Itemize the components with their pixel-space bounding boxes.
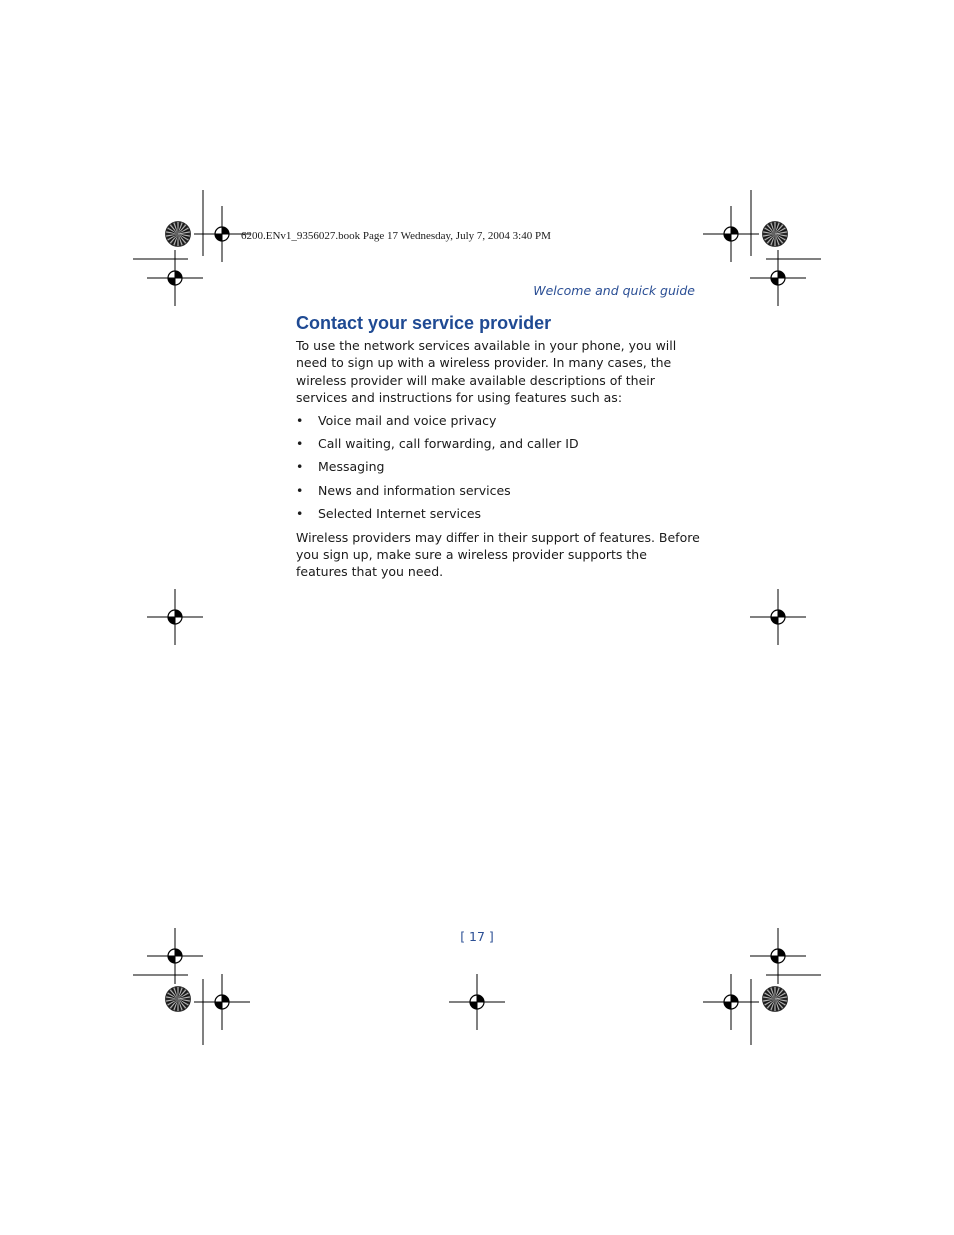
starburst-icon	[166, 222, 191, 247]
page-number: [ 17 ]	[460, 929, 494, 944]
running-head: Welcome and quick guide	[533, 283, 695, 298]
closing-paragraph: Wireless providers may differ in their support of features. Before you sign up, make sure a wireless provider supports the features that you need.	[296, 529, 700, 580]
bullet-icon: •	[296, 482, 304, 498]
starburst-icon	[166, 987, 191, 1012]
registration-target-icon	[194, 974, 250, 1030]
list-item	[296, 412, 701, 429]
print-slug: 6200.ENv1_9356027.book Page 17 Wednesday, July 7, 2004 3:40 PM	[241, 230, 551, 242]
list-item	[296, 435, 701, 452]
registration-target-icon	[147, 250, 203, 306]
list-item-text: Call waiting, call forwarding, and caller ID	[318, 436, 579, 452]
registration-target-icon	[449, 974, 505, 1030]
list-item	[296, 505, 701, 522]
list-item-text: Selected Internet services	[318, 506, 482, 522]
section-title: Contact your service provider	[296, 313, 552, 333]
intro-paragraph: To use the network services available in your phone, you will need to sign up with a wireless provider. In many cases, the wireless provider will make available descriptions of their services and instructions for using features such as:	[296, 338, 677, 406]
bullet-icon: •	[296, 459, 304, 475]
list-item-text: Voice mail and voice privacy	[318, 412, 497, 428]
list-item	[296, 458, 701, 475]
list-item	[296, 482, 701, 499]
feature-list	[296, 412, 701, 523]
registration-target-icon	[147, 589, 203, 645]
list-item-text: Messaging	[318, 459, 385, 475]
main-content	[296, 311, 701, 581]
starburst-icon	[763, 987, 788, 1012]
registration-target-icon	[750, 250, 806, 306]
bullet-icon: •	[296, 412, 304, 428]
bullet-icon: •	[296, 436, 304, 452]
bullet-icon: •	[296, 506, 304, 522]
list-item-text: News and information services	[318, 482, 511, 498]
registration-target-icon	[750, 589, 806, 645]
starburst-icon	[763, 222, 788, 247]
